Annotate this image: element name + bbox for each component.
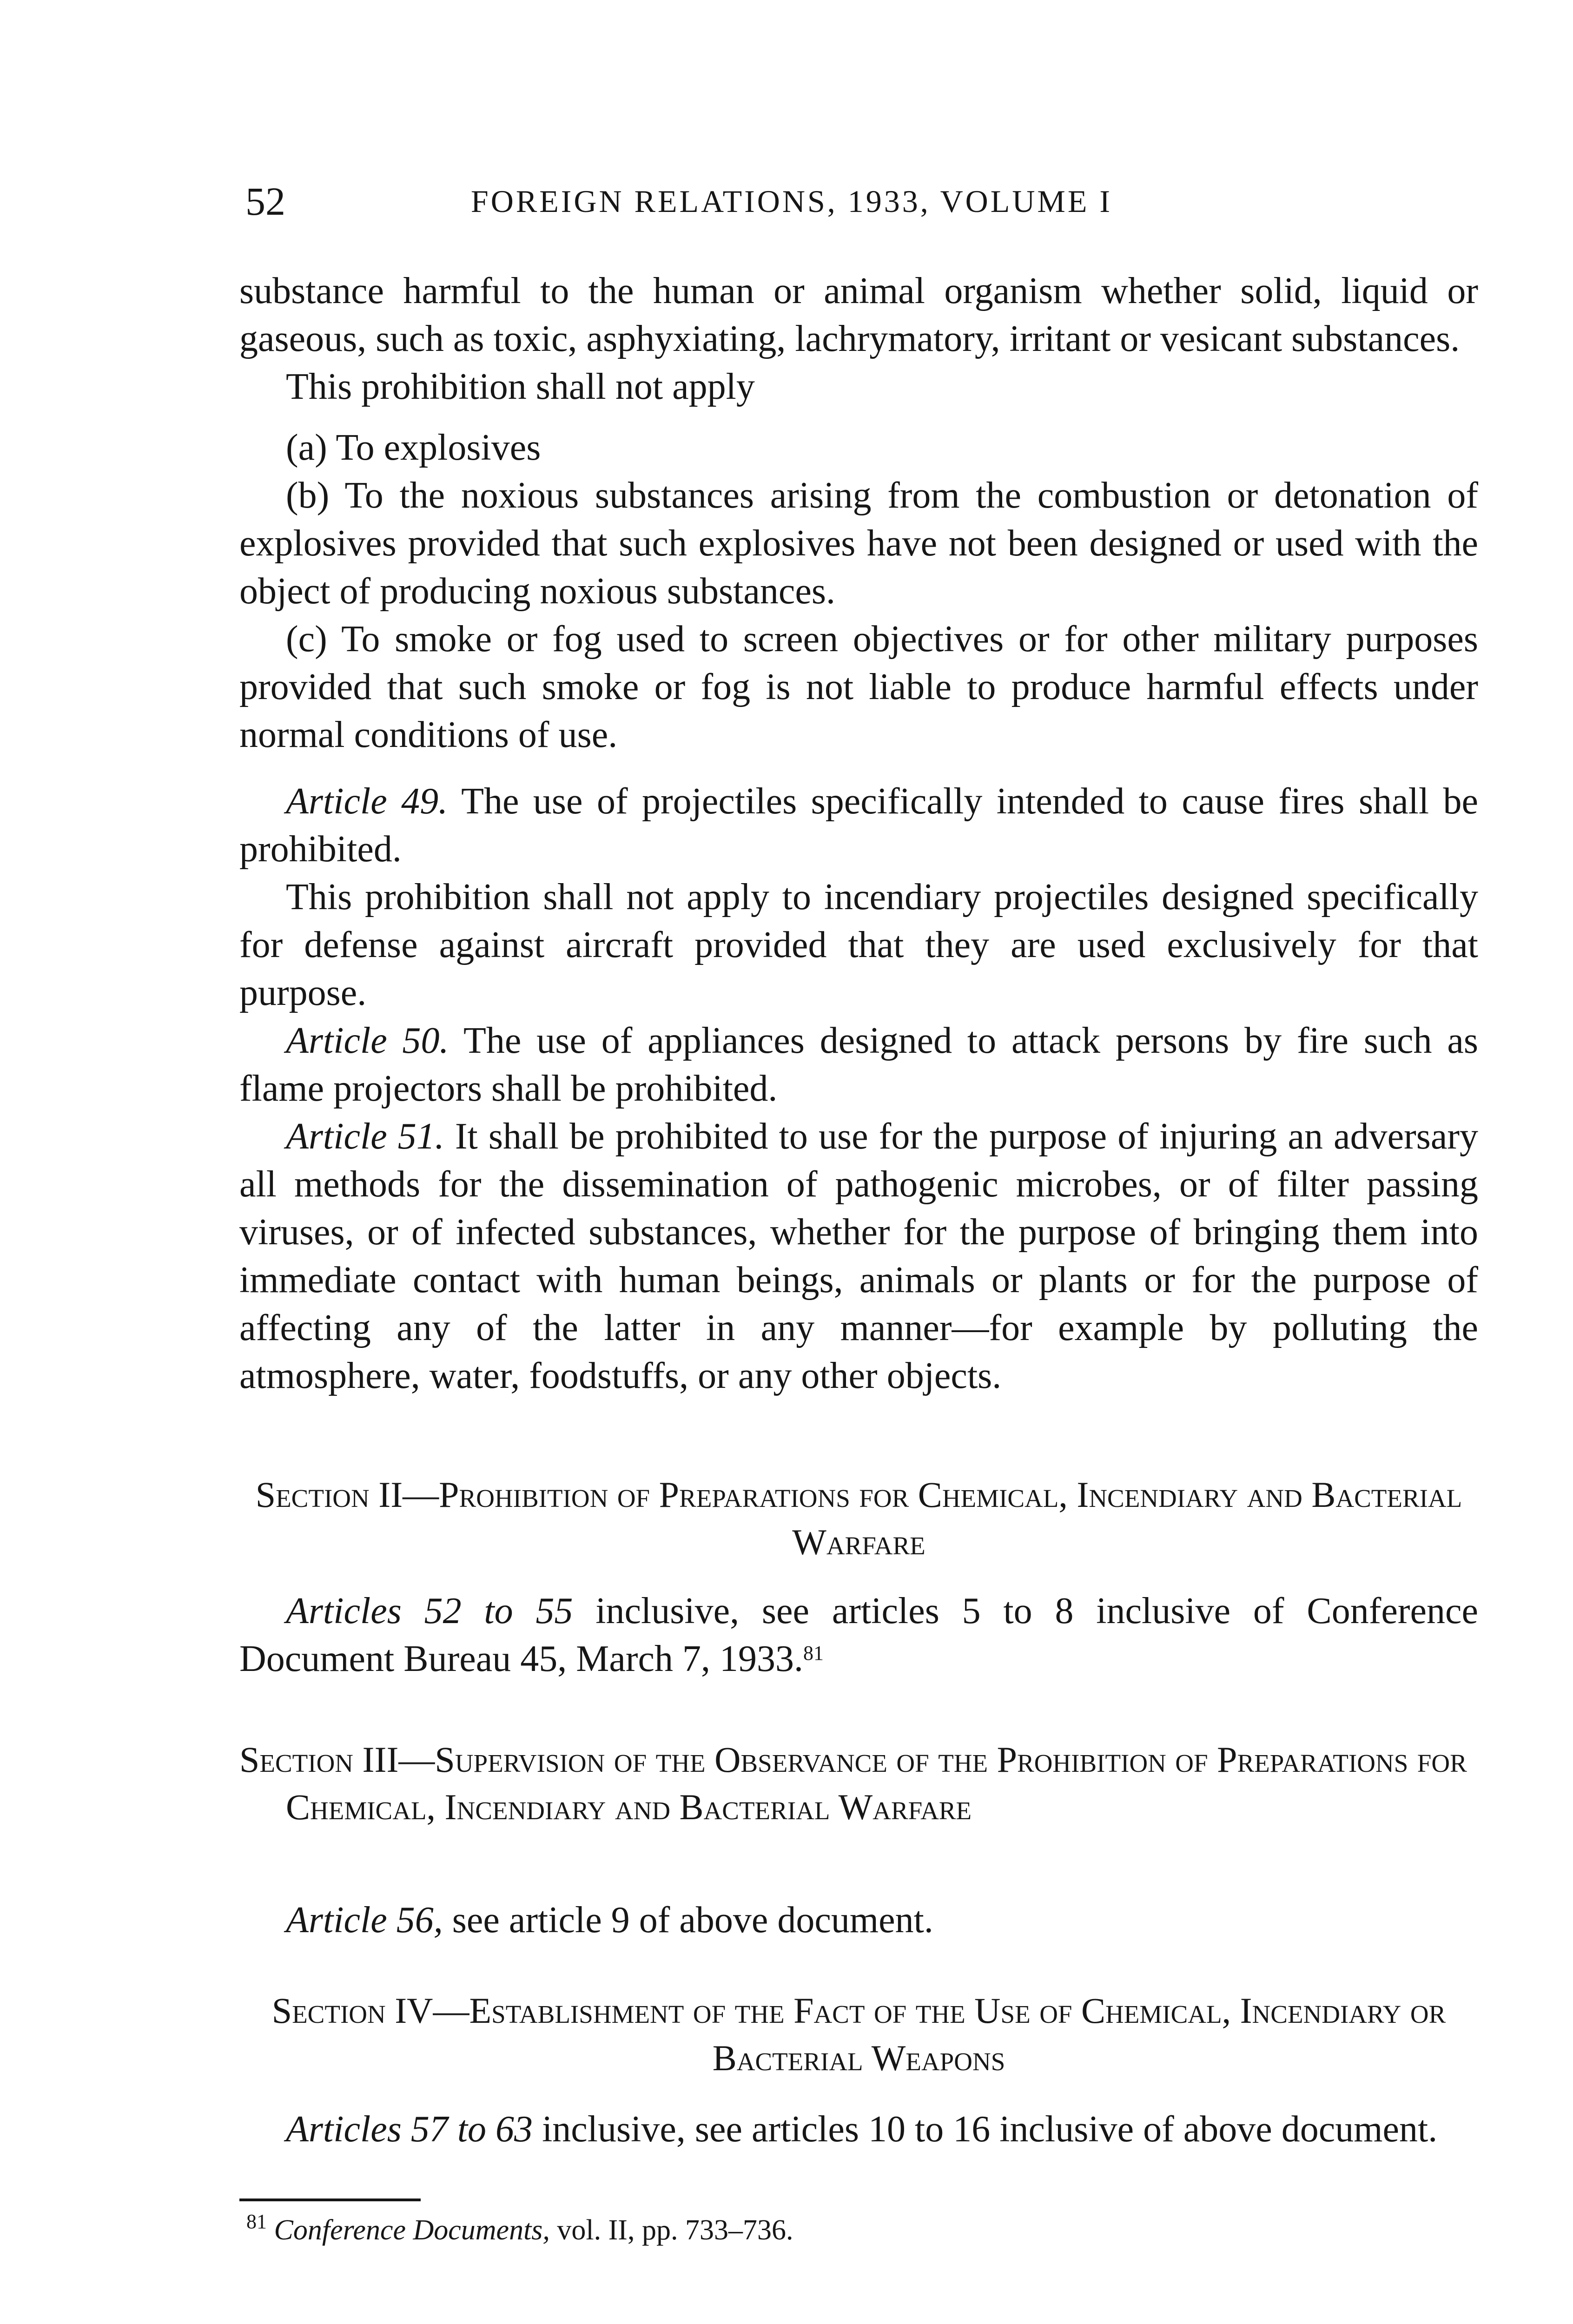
list-item-a: (a) To explosives: [286, 427, 541, 468]
section-2-body: [239, 1587, 1478, 1683]
paragraph: [239, 1896, 1478, 1944]
running-title: FOREIGN RELATIONS, 1933, VOLUME I: [470, 184, 1113, 219]
section-heading-3: Section III—Supervision of the Observance of the Prohibition of Preparations for Chemical, Incendiary and Bacterial Warfare: [239, 1739, 1467, 1827]
article-label: Articles 57 to 63: [286, 2109, 533, 2150]
page-number: 52: [245, 179, 285, 224]
article-label: Article 56,: [286, 1900, 443, 1941]
footnote-title: Conference Documents,: [274, 2214, 550, 2246]
footnote-number: 81: [246, 2210, 267, 2233]
article-label: Article 50.: [286, 1020, 449, 1061]
article-label: Articles 52 to 55: [286, 1591, 573, 1631]
article-49: [239, 778, 1478, 873]
section-heading-4: Section IV—Establishment of the Fact of the Use of Chemical, Incendiary or Bacterial Weapons: [271, 1990, 1446, 2078]
footnote-divider: [239, 2199, 421, 2201]
article-label: Article 49.: [286, 781, 448, 822]
section-heading-2: Section II—Prohibition of Preparations for Chemical, Incendiary and Bacterial Warfare: [255, 1474, 1462, 1562]
article-text: inclusive, see articles 5 to 8 inclusive of Conference Document Bureau 45, March 7, 1933.: [239, 1591, 1479, 1679]
paragraph: substance harmful to the human or animal organism whether solid, liquid or gaseous, such as toxic, asphyxiating, lachrymatory, irritant or vesicant substances.: [239, 271, 1478, 359]
footnote-text: vol. II, pp. 733–736.: [557, 2214, 793, 2246]
article-label: Article 51.: [286, 1116, 444, 1157]
list-item-c: (c) To smoke or fog used to screen objectives or for other military purposes provided that such smoke or fog is not liable to produce harmful effects under normal conditions of use.: [239, 619, 1478, 755]
article-text: The use of appliances designed to attack persons by fire such as flame projectors shall be prohibited.: [239, 1020, 1478, 1109]
paragraph: This prohibition shall not apply to incendiary projectiles designed specifically for defense against aircraft provided that they are used exclusively for that purpose.: [239, 877, 1478, 1013]
section-4-body: [239, 2106, 1478, 2153]
article-text: inclusive, see articles 10 to 16 inclusive of above document.: [542, 2109, 1438, 2150]
article-50: [239, 1017, 1478, 1113]
list-item-b: (b) To the noxious substances arising from the combustion or detonation of explosives provided that such explosives have not been designed or used with the object of producing noxious substances.: [239, 475, 1478, 612]
footnote: [246, 2212, 1455, 2249]
paragraph: [239, 2106, 1478, 2153]
section-3-body: [239, 1896, 1478, 1944]
article-51: [239, 1113, 1478, 1400]
footnote-ref: 81: [803, 1642, 824, 1664]
article-text: It shall be prohibited to use for the purpose of injuring an adversary all methods for the dissemination of pathogenic microbes, or of filter passing viruses, or of infected substances, whether for the purpose of bringing them into immediate contact with human beings, animals or plants or for the purpose of affecting any of the latter in any manner—for example by polluting the atmosphere, water, foodstuffs, or any other objects.: [239, 1116, 1478, 1396]
paragraph: This prohibition shall not apply: [286, 366, 755, 407]
article-text: The use of projectiles specifically intended to cause fires shall be prohibited.: [239, 781, 1478, 870]
block-articles-48-51: [239, 267, 1478, 1400]
page-header: [245, 176, 1338, 227]
article-text: see article 9 of above document.: [452, 1900, 933, 1941]
paragraph: [239, 1587, 1478, 1683]
